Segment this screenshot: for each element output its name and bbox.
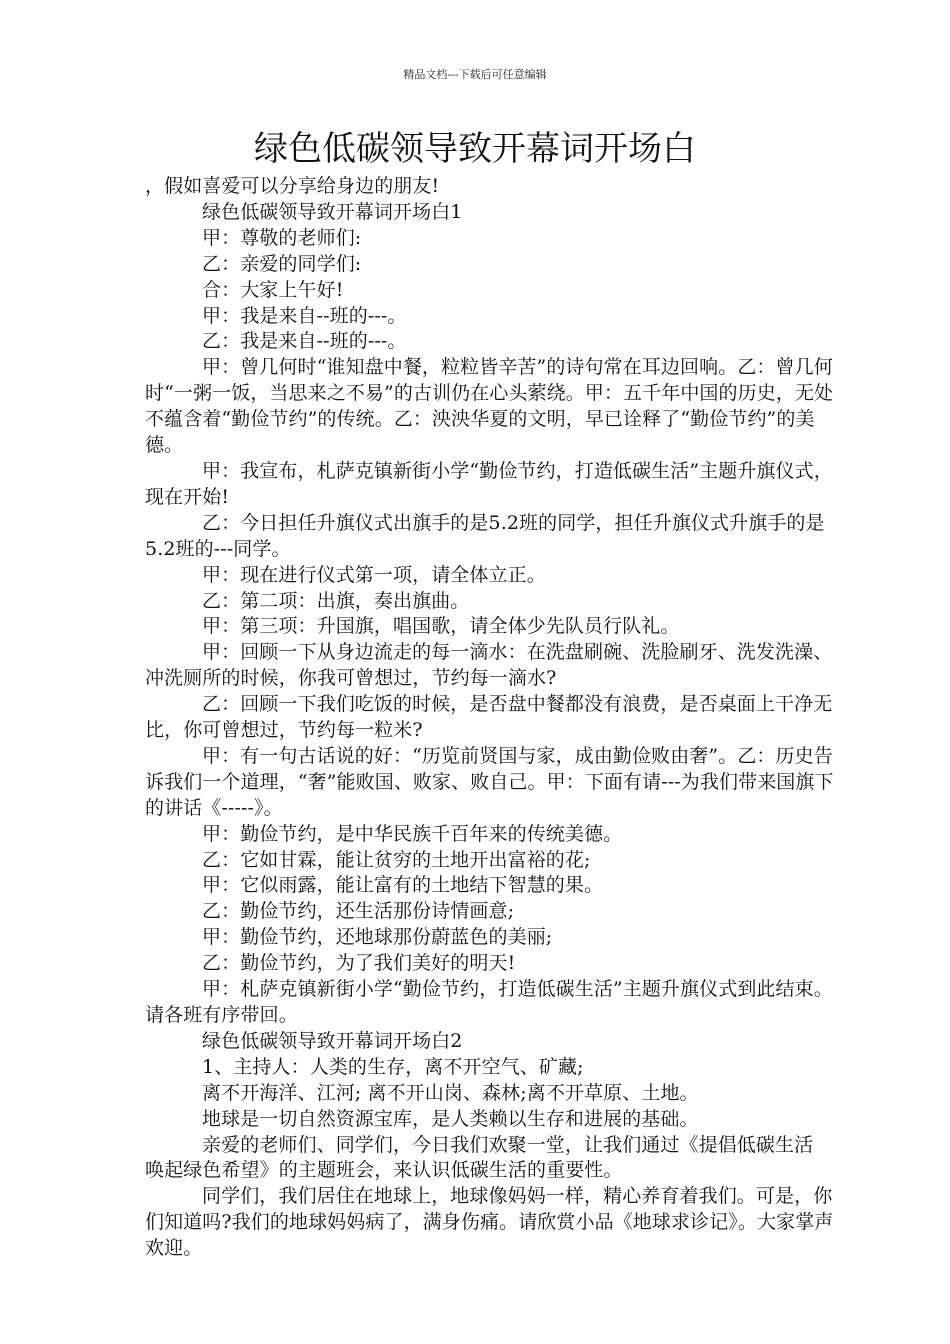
- paragraph: 乙：今日担任升旗仪式出旗手的是5.2班的同学，担任升旗仪式升旗手的是5.2班的---同学。: [145, 511, 825, 560]
- paragraph: 甲：现在进行仪式第一项，请全体立正。: [202, 563, 546, 586]
- paragraph: 乙：勤俭节约，为了我们美好的明天!: [202, 952, 516, 975]
- section-heading: 绿色低碳领导致开幕词开场白2: [202, 1029, 463, 1052]
- paragraph: 乙：勤俭节约，还生活那份诗情画意;: [202, 900, 515, 923]
- paragraph: 地球是一切自然资源宝库，是人类赖以生存和进展的基础。: [202, 1107, 699, 1130]
- paragraph: 离不开海洋、江河; 离不开山岗、森林;离不开草原、土地。: [202, 1081, 699, 1104]
- paragraph: 甲：它似雨露，能让富有的土地结下智慧的果。: [202, 874, 604, 897]
- section-heading: 绿色低碳领导致开幕词开场白1: [202, 200, 463, 223]
- paragraph: 甲：尊敬的老师们:: [202, 226, 362, 249]
- paragraph: 甲：我宣布，札萨克镇新街小学“勤俭节约，打造低碳生活”主题升旗仪式，现在开始!: [145, 459, 833, 508]
- paragraph: 甲：回顾一下从身边流走的每一滴水：在洗盘刷碗、洗脸刷牙、洗发洗澡、冲洗厕所的时候，你我可曾想过，节约每一滴水?: [145, 641, 833, 690]
- paragraph: 乙：回顾一下我们吃饭的时候，是否盘中餐都没有浪费，是否桌面上干净无比，你可曾想过，节约每一粒米?: [145, 693, 833, 742]
- paragraph: 甲：第三项：升国旗，唱国歌，请全体少先队员行队礼。: [202, 615, 680, 638]
- document-title: 绿色低碳领导致开幕词开场白: [254, 129, 696, 169]
- paragraph: 乙：它如甘霖，能让贫穷的土地开出富裕的花;: [202, 848, 591, 871]
- paragraph: 乙：亲爱的同学们:: [202, 252, 362, 275]
- paragraph: 乙：我是来自--班的---。: [202, 330, 407, 353]
- paragraph: 合：大家上午好!: [202, 278, 344, 301]
- paragraph: 甲：勤俭节约，还地球那份蔚蓝色的美丽;: [202, 926, 553, 949]
- paragraph: 1、主持人：人类的生存，离不开空气、矿藏;: [202, 1055, 584, 1078]
- paragraph: 甲：札萨克镇新街小学“勤俭节约，打造低碳生活”主题升旗仪式到此结束。请各班有序带回。: [145, 978, 833, 1026]
- header-note: 精品文档---下载后可任意编辑: [403, 68, 547, 81]
- paragraph: ，假如喜爱可以分享给身边的朋友!: [145, 175, 440, 197]
- paragraph: 甲：我是来自--班的---。: [202, 304, 407, 327]
- paragraph: 甲：勤俭节约，是中华民族千百年来的传统美德。: [202, 822, 623, 845]
- paragraph: 甲：曾几何时“谁知盘中餐，粒粒皆辛苦”的诗句常在耳边回响。乙：曾几何时“一粥一饭，当思来之不易”的古训仍在心头萦绕。甲：五千年中国的历史，无处不蕴含着“勤俭节约”的传统。乙：泱泱华夏的文明，早已诠释了“勤俭节约”的美德。: [145, 356, 834, 457]
- paragraph: 乙：第二项：出旗，奏出旗曲。: [202, 589, 470, 612]
- document-body: [145, 174, 835, 1262]
- paragraph: 甲：有一句古话说的好：“历览前贤国与家，成由勤俭败由奢”。乙：历史告诉我们一个道理，“奢”能败国、败家、败自己。甲：下面有请---为我们带来国旗下的讲话《-----》。: [145, 744, 834, 819]
- paragraph: 同学们，我们居住在地球上，地球像妈妈一样，精心养育着我们。可是，你们知道吗?我们的地球妈妈病了，满身伤痛。请欣赏小品《地球求诊记》。大家掌声欢迎。: [145, 1185, 834, 1260]
- paragraph: 亲爱的老师们、同学们，今日我们欢聚一堂，让我们通过《提倡低碳生活 唤起绿色希望》的主题班会，来认识低碳生活的重要性。: [145, 1133, 814, 1182]
